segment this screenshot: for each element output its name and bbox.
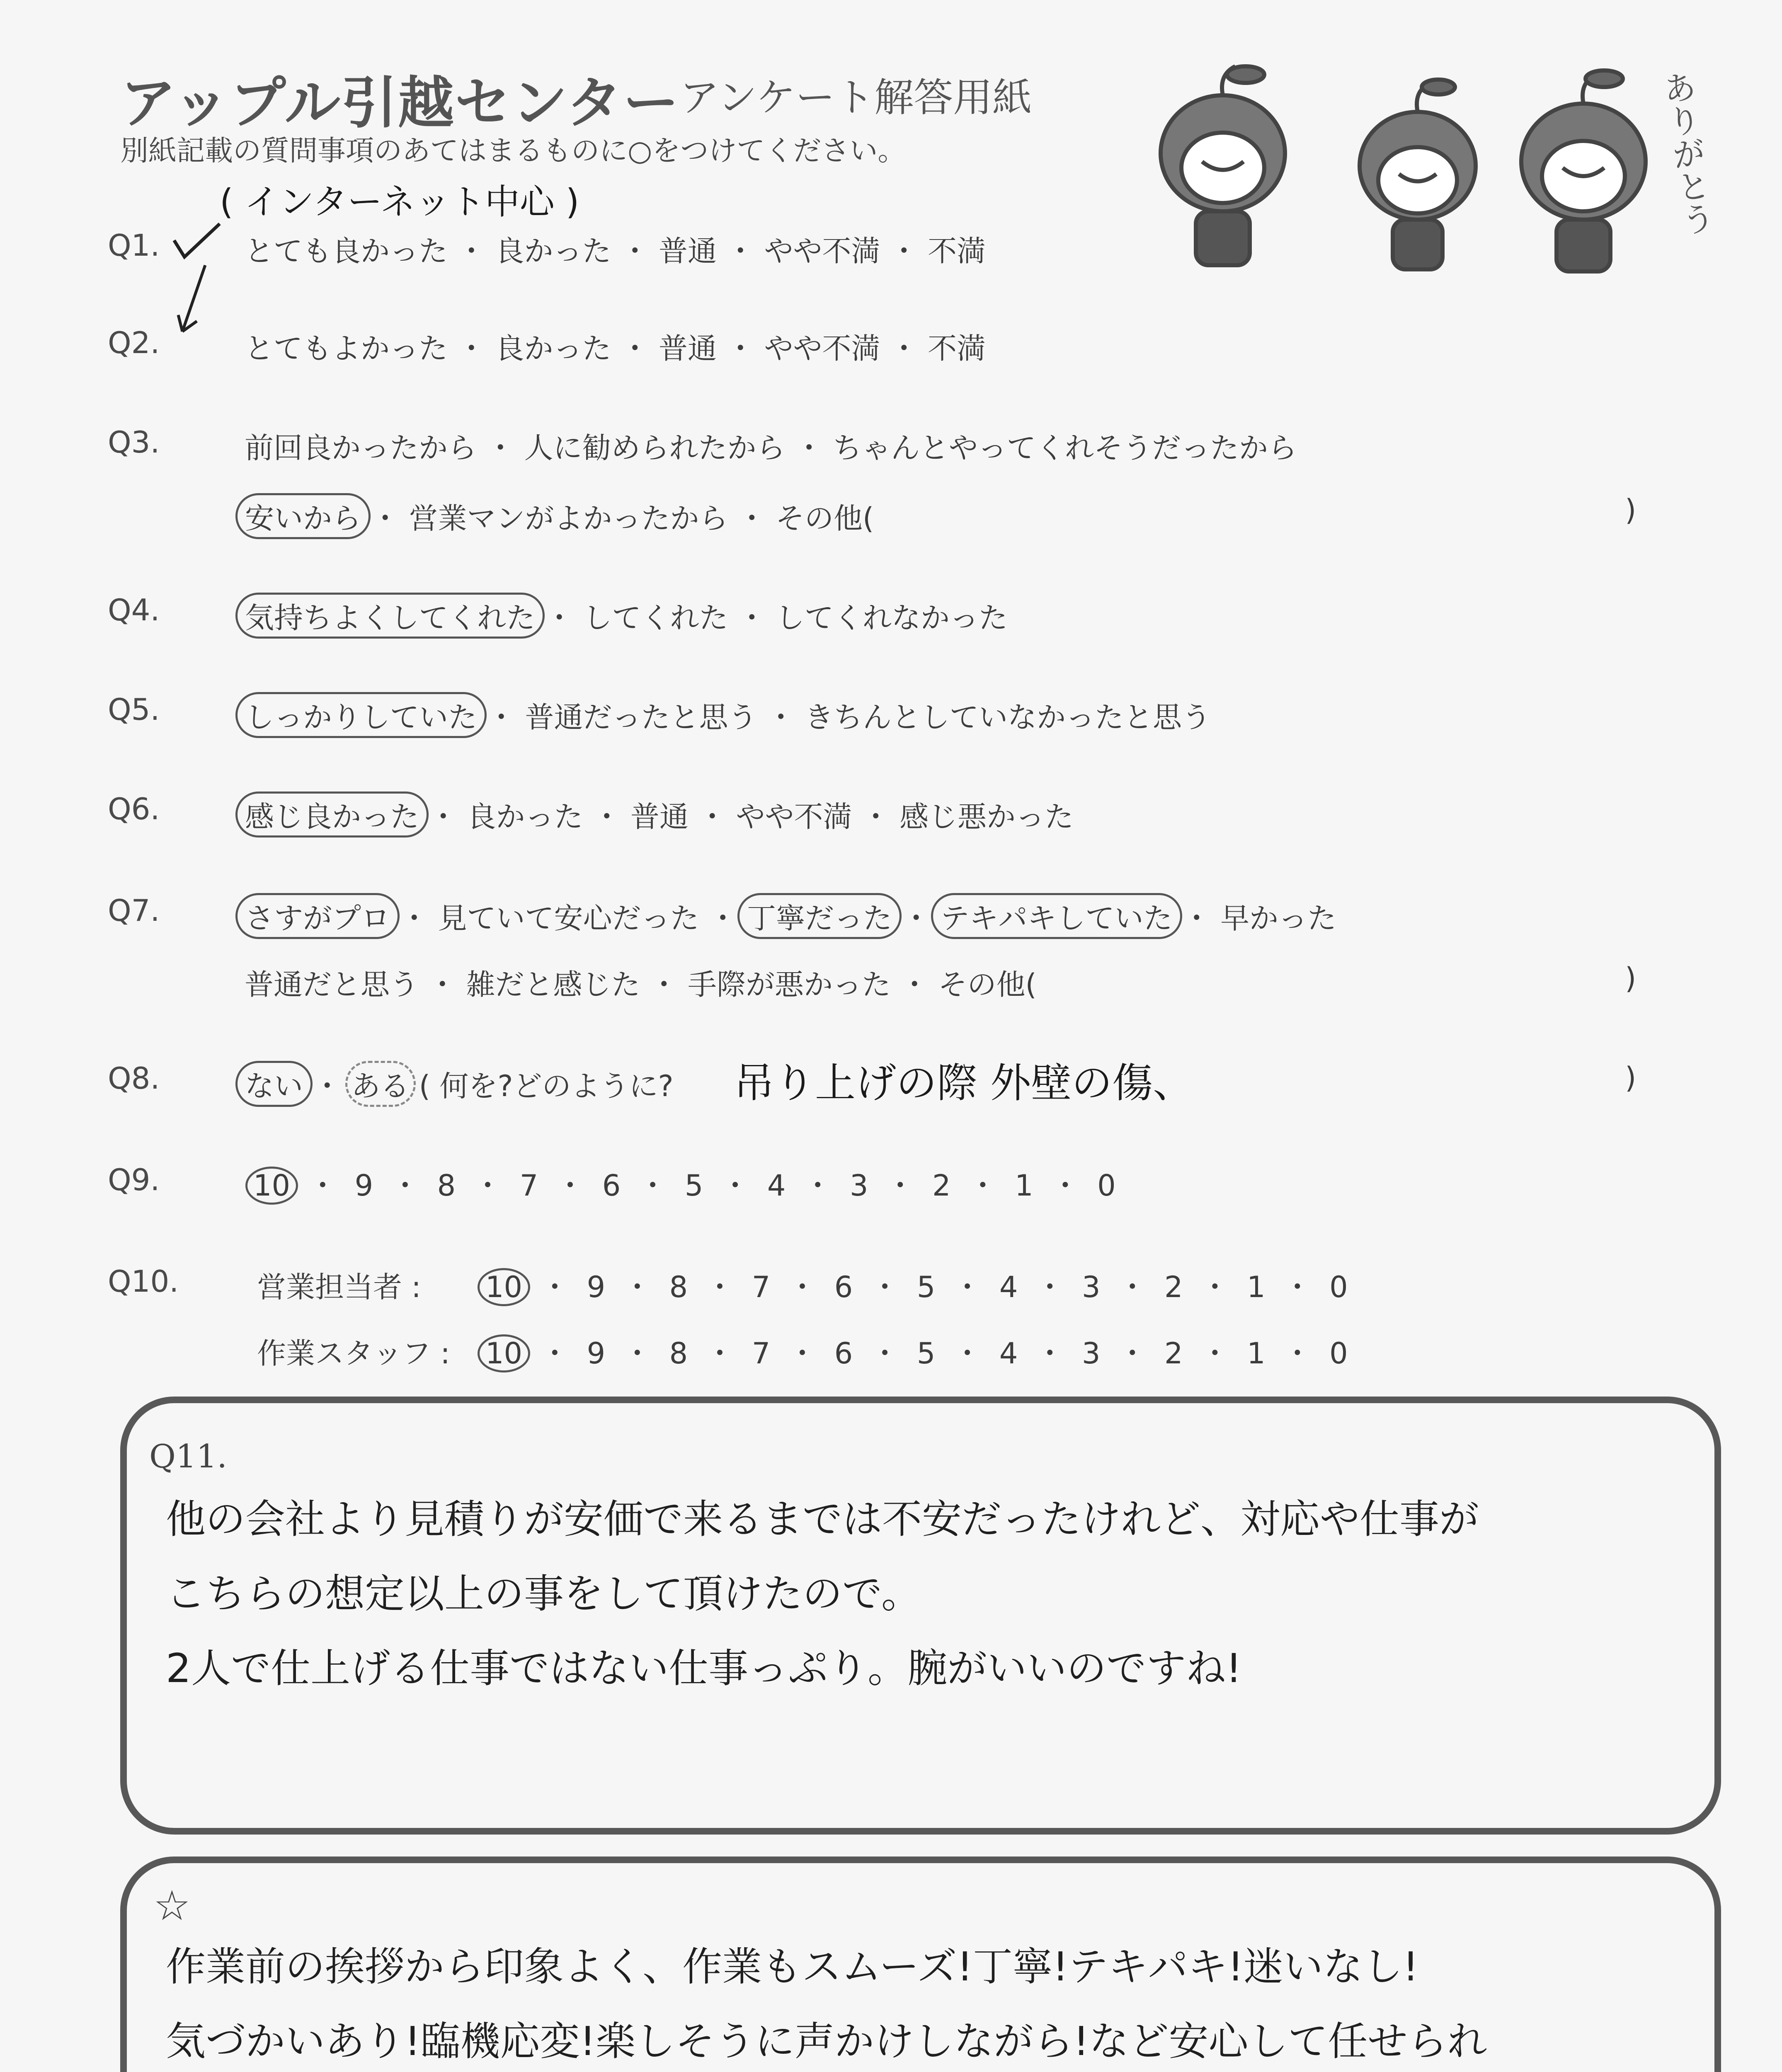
q8-option-yes[interactable]: ある bbox=[345, 1061, 416, 1107]
q2-option-4[interactable]: やや不満 bbox=[764, 332, 880, 366]
q10-label: Q10. bbox=[108, 1264, 179, 1299]
q8-prompt: ( 何を?どのように? bbox=[419, 1069, 674, 1103]
q6-option-3[interactable]: 普通 bbox=[630, 800, 689, 834]
q1-option-5[interactable]: 不満 bbox=[928, 234, 986, 268]
q11-label: Q11. bbox=[149, 1438, 227, 1475]
q1-option-2[interactable]: 良かった bbox=[495, 234, 611, 268]
q10-sales-score-2[interactable]: 2 bbox=[1164, 1270, 1183, 1304]
q8-close-paren: ) bbox=[1625, 1061, 1637, 1095]
q10-sales-score-10-circled[interactable]: 10 bbox=[478, 1268, 530, 1306]
q9-score-7[interactable]: 7 bbox=[519, 1169, 538, 1203]
q9-score-6[interactable]: 6 bbox=[602, 1169, 621, 1203]
q5-options: しっかりしていた ・ 普通だったと思う ・ きちんとしていなかったと思う bbox=[245, 692, 1211, 738]
q7-label: Q7. bbox=[108, 893, 160, 928]
q5-option-2[interactable]: 普通だったと思う bbox=[525, 700, 757, 734]
q4-options: 気持ちよくしてくれた ・ してくれた ・ してくれなかった bbox=[245, 593, 1008, 639]
q3-option-3[interactable]: ちゃんとやってくれそうだったから bbox=[833, 431, 1297, 465]
q1-check-mark bbox=[166, 215, 232, 340]
q5-label: Q5. bbox=[108, 692, 160, 727]
q10-staff-score-9[interactable]: 9 bbox=[587, 1336, 606, 1370]
q6-option-5[interactable]: 感じ悪かった bbox=[899, 800, 1074, 834]
q8-options: ない ・ ある ( 何を?どのように? bbox=[245, 1061, 674, 1107]
q10-staff-score-0[interactable]: 0 bbox=[1329, 1336, 1348, 1370]
star-line-1: 作業前の挨拶から印象よく、作業もスムーズ!丁寧!テキパキ!迷いなし! bbox=[166, 1944, 1419, 1990]
q9-scale: 10 ・ 9 ・ 8 ・ 7 ・ 6 ・ 5 ・ 4 ・ 3 ・ 2 ・ 1 ・ 0 bbox=[253, 1162, 1116, 1205]
q7-options-line2: 普通だと思う ・ 雑だと感じた ・ 手際が悪かった ・ その他( bbox=[245, 961, 1037, 1003]
q4-option-2[interactable]: してくれた bbox=[583, 601, 728, 635]
q10-staff-score-10-circled[interactable]: 10 bbox=[478, 1334, 530, 1372]
q10-staff-label: 作業スタッフ : bbox=[257, 1336, 450, 1370]
q6-options: 感じ良かった ・ 良かった ・ 普通 ・ やや不満 ・ 感じ悪かった bbox=[245, 792, 1074, 838]
q1-label: Q1. bbox=[108, 228, 160, 263]
q3-close-paren: ) bbox=[1625, 493, 1637, 527]
q10-sales-score-1[interactable]: 1 bbox=[1247, 1270, 1266, 1304]
q9-score-8[interactable]: 8 bbox=[437, 1169, 456, 1203]
q9-score-1[interactable]: 1 bbox=[1015, 1169, 1033, 1203]
q7-option-2[interactable]: 見ていて安心だった bbox=[438, 901, 699, 935]
q4-option-1-circled[interactable]: 気持ちよくしてくれた bbox=[235, 593, 545, 639]
q1-options: とても良かった ・ 良かった ・ 普通 ・ やや不満 ・ 不満 bbox=[245, 228, 986, 270]
q10-staff-scale: 10 ・ 9 ・ 8 ・ 7 ・ 6 ・ 5 ・ 4 ・ 3 ・ 2 ・ 1 ・ 0 bbox=[485, 1330, 1348, 1372]
q10-sales-score-9[interactable]: 9 bbox=[587, 1270, 606, 1304]
q3-option-5[interactable]: 営業マンがよかったから bbox=[409, 501, 728, 535]
q9-label: Q9. bbox=[108, 1162, 160, 1197]
q6-label: Q6. bbox=[108, 792, 160, 826]
mascot-group bbox=[1127, 58, 1716, 274]
q3-option-2[interactable]: 人に勧められたから bbox=[524, 431, 786, 465]
q10-staff-score-1[interactable]: 1 bbox=[1247, 1336, 1266, 1370]
instruction-text: 別紙記載の質問事項のあてはまるものに○をつけてください。 bbox=[120, 135, 906, 167]
q7-option-8[interactable]: 手際が悪かった bbox=[688, 968, 891, 1002]
mascot-illustration bbox=[1127, 58, 1716, 274]
q10-sales-label: 営業担当者 : bbox=[257, 1270, 421, 1304]
q7-option-4-circled[interactable]: テキパキしていた bbox=[931, 893, 1182, 939]
q8-option-no-circled[interactable]: ない bbox=[235, 1061, 313, 1107]
q10-staff-score-7[interactable]: 7 bbox=[752, 1336, 771, 1370]
q6-option-4[interactable]: やや不満 bbox=[736, 800, 852, 834]
q9-score-2[interactable]: 2 bbox=[932, 1169, 951, 1203]
q7-close-paren: ) bbox=[1625, 961, 1637, 995]
q10-sales-score-0[interactable]: 0 bbox=[1329, 1270, 1348, 1304]
q10-staff-score-3[interactable]: 3 bbox=[1081, 1336, 1101, 1370]
q7-option-5[interactable]: 早かった bbox=[1220, 901, 1337, 935]
q2-options: とてもよかった ・ 良かった ・ 普通 ・ やや不満 ・ 不満 bbox=[245, 325, 986, 367]
q4-label: Q4. bbox=[108, 593, 160, 627]
q9-score-0[interactable]: 0 bbox=[1097, 1169, 1116, 1203]
q10-sales-score-7[interactable]: 7 bbox=[752, 1270, 771, 1304]
mascot-thanks-text: ありがとう bbox=[1655, 68, 1717, 238]
q10-sales-score-4[interactable]: 4 bbox=[999, 1270, 1018, 1304]
q7-option-7[interactable]: 雑だと感じた bbox=[466, 968, 640, 1002]
q1-option-4[interactable]: やや不満 bbox=[764, 234, 880, 268]
star-mark: ☆ bbox=[153, 1881, 191, 1930]
q2-option-5[interactable]: 不満 bbox=[928, 332, 986, 366]
q9-score-5[interactable]: 5 bbox=[684, 1169, 703, 1203]
q3-options-line2: 安いから ・ 営業マンがよかったから ・ その他( bbox=[245, 493, 874, 539]
q9-score-9[interactable]: 9 bbox=[354, 1169, 373, 1203]
q6-option-1-circled[interactable]: 感じ良かった bbox=[235, 792, 429, 838]
q3-option-4-circled[interactable]: 安いから bbox=[235, 493, 371, 539]
q10-staff-score-5[interactable]: 5 bbox=[916, 1336, 936, 1370]
q10-sales-score-8[interactable]: 8 bbox=[669, 1270, 688, 1304]
q8-handwritten-answer: 吊り上げの際 外壁の傷、 bbox=[734, 1060, 1194, 1107]
q3-option-6[interactable]: その他( bbox=[776, 501, 874, 535]
q3-label: Q3. bbox=[108, 425, 160, 460]
q6-option-2[interactable]: 良かった bbox=[467, 800, 583, 834]
q7-option-3-circled[interactable]: 丁寧だった bbox=[737, 893, 902, 939]
q7-option-6[interactable]: 普通だと思う bbox=[245, 968, 419, 1002]
q7-option-1-circled[interactable]: さすがプロ bbox=[235, 893, 400, 939]
q9-score-4[interactable]: 4 bbox=[767, 1169, 786, 1203]
q10-staff-score-4[interactable]: 4 bbox=[999, 1336, 1018, 1370]
q4-option-3[interactable]: してくれなかった bbox=[776, 601, 1008, 635]
q9-score-10-circled[interactable]: 10 bbox=[245, 1167, 298, 1205]
q1-option-1[interactable]: とても良かった bbox=[245, 234, 448, 268]
company-name: アップル引越センター bbox=[120, 70, 680, 136]
q11-line-3: 2人で仕上げる仕事ではない仕事っぷり。腕がいいのですね! bbox=[166, 1645, 1242, 1692]
q10-staff-score-6[interactable]: 6 bbox=[834, 1336, 853, 1370]
q2-option-3[interactable]: 普通 bbox=[659, 332, 717, 366]
q10-sales-score-6[interactable]: 6 bbox=[834, 1270, 853, 1304]
form-title: アンケート解答用紙 bbox=[680, 75, 1032, 121]
q10-sales-score-3[interactable]: 3 bbox=[1081, 1270, 1101, 1304]
q7-options-line1: さすがプロ ・ 見ていて安心だった ・ 丁寧だった ・ テキパキしていた ・ 早かった bbox=[245, 893, 1336, 939]
q1-handwritten-note: ( インターネット中心 ) bbox=[220, 182, 579, 222]
q3-options-line1: 前回良かったから ・ 人に勧められたから ・ ちゃんとやってくれそうだったから bbox=[245, 425, 1297, 467]
q11-line-1: 他の会社より見積りが安価で来るまでは不安だったけれど、対応や仕事が bbox=[166, 1496, 1479, 1542]
q10-staff-score-8[interactable]: 8 bbox=[669, 1336, 688, 1370]
q9-score-3[interactable]: 3 bbox=[849, 1169, 868, 1203]
q10-sales-scale: 10 ・ 9 ・ 8 ・ 7 ・ 6 ・ 5 ・ 4 ・ 3 ・ 2 ・ 1 ・ 0 bbox=[485, 1264, 1348, 1306]
q5-option-1-circled[interactable]: しっかりしていた bbox=[235, 692, 487, 738]
q8-label: Q8. bbox=[108, 1061, 160, 1096]
q10-staff-score-2[interactable]: 2 bbox=[1164, 1336, 1183, 1370]
q2-label: Q2. bbox=[108, 325, 160, 360]
q11-line-2: こちらの想定以上の事をして頂けたので。 bbox=[166, 1571, 921, 1617]
q1-option-3[interactable]: 普通 bbox=[659, 234, 717, 268]
q10-sales-score-5[interactable]: 5 bbox=[916, 1270, 936, 1304]
star-line-2: 気づかいあり!臨機応変!楽しそうに声かけしながら!など安心して任せられ bbox=[166, 2018, 1487, 2065]
q3-option-1[interactable]: 前回良かったから bbox=[245, 431, 477, 465]
q7-option-9[interactable]: その他( bbox=[938, 968, 1037, 1002]
q5-option-3[interactable]: きちんとしていなかったと思う bbox=[805, 700, 1211, 734]
q2-option-2[interactable]: 良かった bbox=[495, 332, 611, 366]
q2-option-1[interactable]: とてもよかった bbox=[245, 332, 448, 366]
